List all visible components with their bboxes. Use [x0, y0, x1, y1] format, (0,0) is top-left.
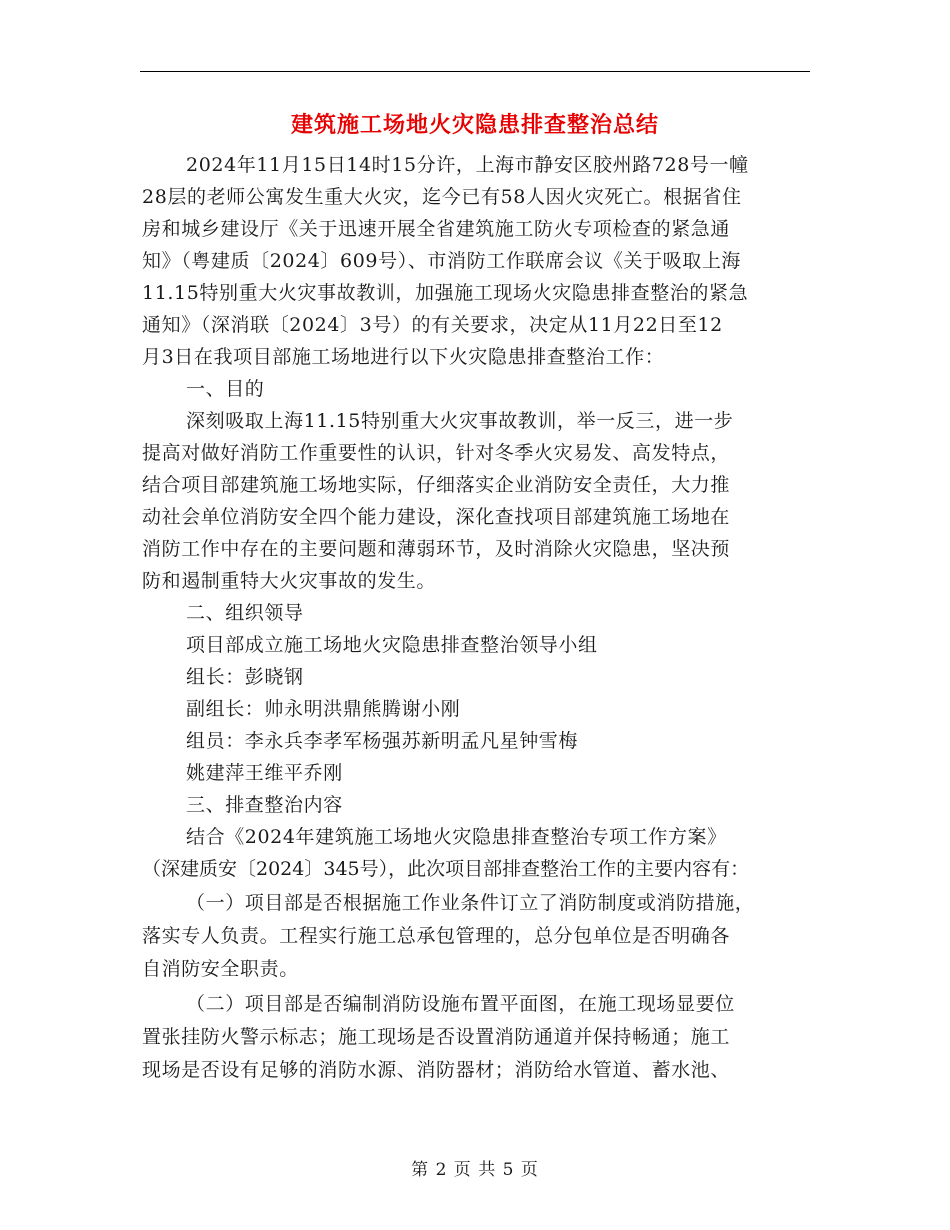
- body-line: 组长：彭晓钢: [186, 666, 304, 688]
- body-line: 自消防安全职责。: [142, 958, 299, 980]
- body-line: 防和遏制重特大火灾事故的发生。: [142, 570, 437, 592]
- header-rule: [140, 71, 810, 72]
- section-heading: 二、组织领导: [186, 602, 304, 624]
- body-line: 深刻吸取上海11.15特别重大火灾事故教训，举一反三，进一步: [186, 410, 734, 432]
- body-line: （深建质安〔2024〕345号），此次项目部排查整治工作的主要内容有：: [142, 858, 750, 880]
- body-line: （二）项目部是否编制消防设施布置平面图，在施工现场显要位: [186, 993, 735, 1015]
- page-footer: 第 2 页 共 5 页: [411, 1160, 539, 1180]
- body-line: 知》（粤建质〔2024〕609号）、市消防工作联席会议《关于吸取上海: [142, 250, 742, 272]
- body-line: 结合《2024年建筑施工场地火灾隐患排查整治专项工作方案》: [186, 826, 727, 848]
- body-line: 副组长：帅永明洪鼎熊腾谢小刚: [186, 698, 461, 720]
- body-line: 通知》（深消联〔2024〕3号）的有关要求，决定从11月22日至12: [142, 314, 723, 336]
- body-line: 28层的老师公寓发生重大火灾，迄今已有58人因火灾死亡。根据省住: [142, 186, 742, 208]
- body-line: 结合项目部建筑施工场地实际，仔细落实企业消防安全责任，大力推: [142, 474, 731, 496]
- body-line: 置张挂防火警示标志；施工现场是否设置消防通道并保持畅通；施工: [142, 1026, 731, 1048]
- body-line: 11.15特别重大火灾事故教训，加强施工现场火灾隐患排查整治的紧急: [142, 282, 749, 304]
- body-line: 2024年11月15日14时15分许，上海市静安区胶州路728号一幢: [186, 154, 749, 176]
- body-line: 落实专人负责。工程实行施工总承包管理的，总分包单位是否明确各: [142, 925, 731, 947]
- body-line: 房和城乡建设厅《关于迅速开展全省建筑施工防火专项检查的紧急通: [142, 218, 731, 240]
- body-line: 消防工作中存在的主要问题和薄弱环节，及时消除火灾隐患，坚决预: [142, 538, 731, 560]
- body-line: 现场是否设有足够的消防水源、消防器材；消防给水管道、蓄水池、: [142, 1059, 731, 1081]
- document-title: 建筑施工场地火灾隐患排查整治总结: [290, 112, 659, 138]
- section-heading: 三、排查整治内容: [186, 794, 343, 816]
- section-heading: 一、目的: [186, 378, 265, 400]
- body-line: 姚建萍王维平乔刚: [186, 762, 343, 784]
- body-line: 项目部成立施工场地火灾隐患排查整治领导小组: [186, 634, 598, 656]
- body-line: （一）项目部是否根据施工作业条件订立了消防制度或消防措施，: [186, 892, 755, 914]
- body-line: 月3日在我项目部施工场地进行以下火灾隐患排查整治工作：: [142, 346, 665, 368]
- body-line: 提高对做好消防工作重要性的认识，针对冬季火灾易发、高发特点，: [142, 442, 731, 464]
- body-line: 组员：李永兵李孝军杨强苏新明孟凡星钟雪梅: [186, 730, 579, 752]
- body-line: 动社会单位消防安全四个能力建设，深化查找项目部建筑施工场地在: [142, 506, 731, 528]
